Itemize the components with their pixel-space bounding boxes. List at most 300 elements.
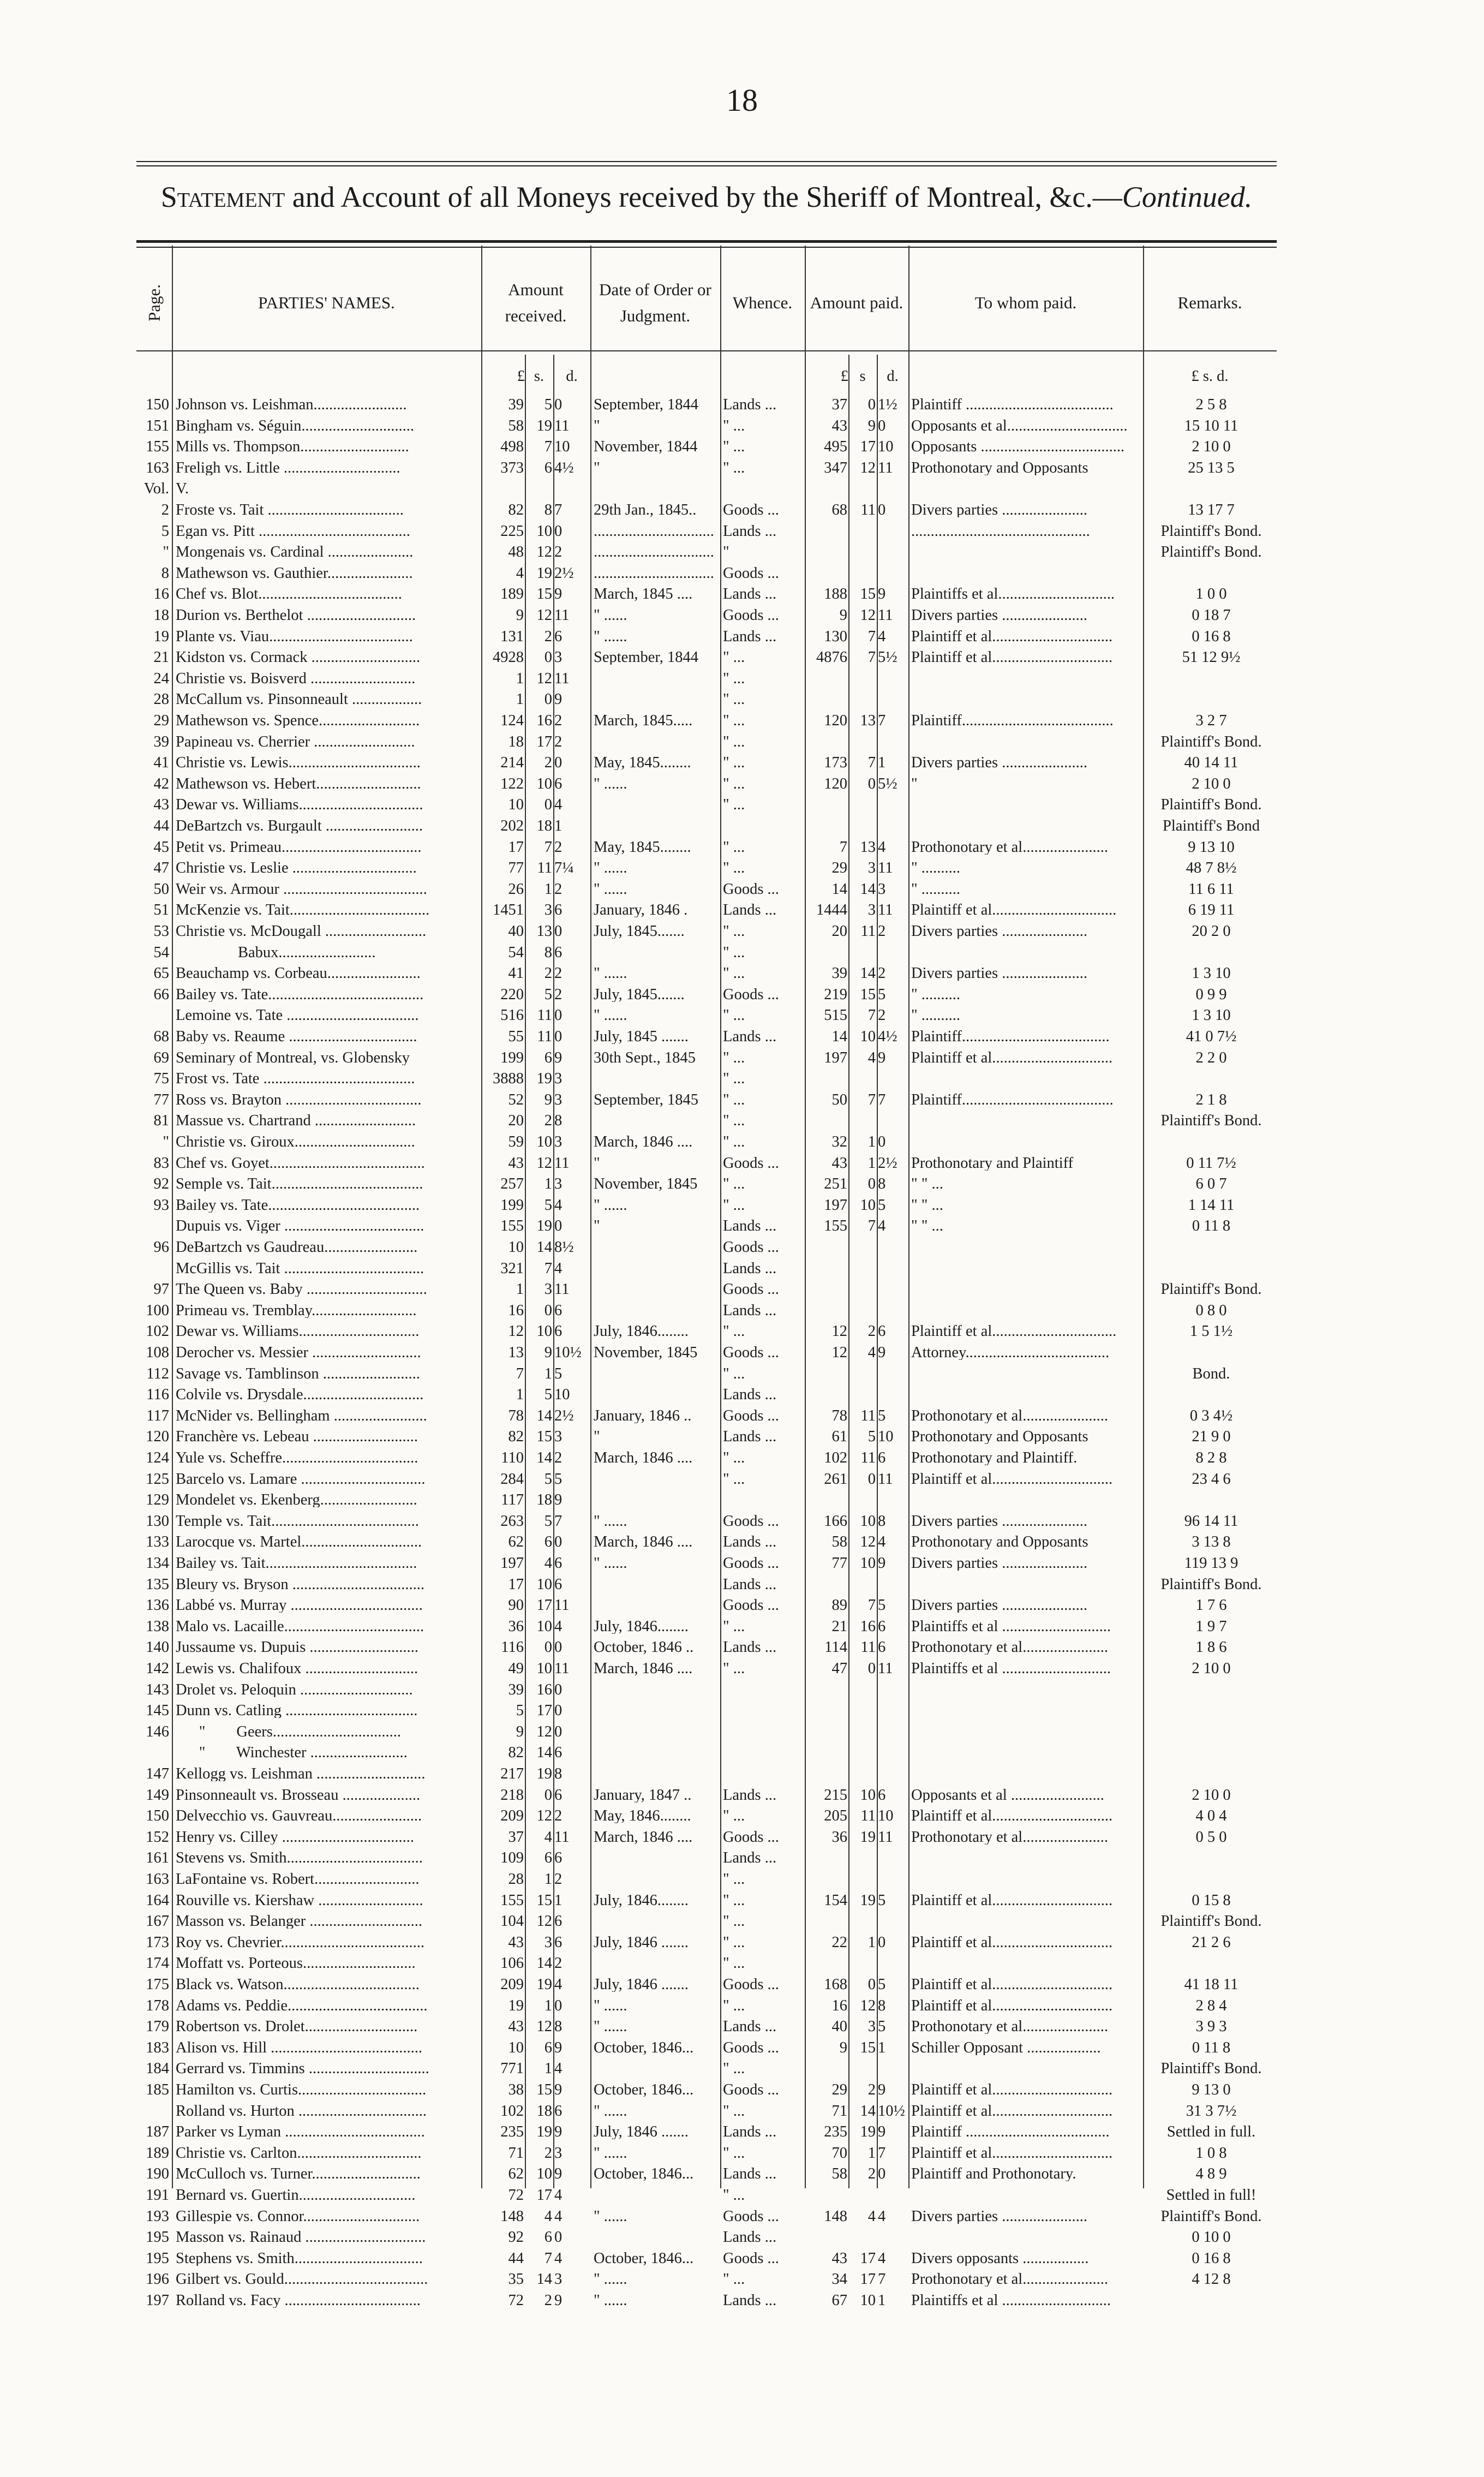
row-whence: " ... [723, 1956, 745, 1971]
row-to-whom [911, 1240, 1141, 1255]
row-whence: Lands ... [723, 397, 777, 412]
row-paid-shillings: 9 [867, 418, 876, 433]
row-page: 120 [146, 1429, 169, 1445]
row-whence: Lands ... [723, 523, 777, 539]
row-to-whom [911, 1387, 1141, 1402]
row-whence: " ... [723, 650, 745, 665]
row-received-pence: 2 [554, 713, 563, 728]
row-paid-pence [878, 1113, 907, 1128]
row-paid-shillings: 1 [867, 1135, 876, 1149]
row-whence: Lands ... [723, 1851, 777, 1866]
row-paid-pence: 5 [878, 987, 886, 1002]
row-to-whom: " " ... [911, 1219, 943, 1234]
row-page: 18 [153, 608, 169, 623]
row-received-pounds: 82 [508, 1429, 524, 1445]
row-paid-pence: 4 [878, 1219, 886, 1234]
row-page: 83 [153, 1155, 169, 1171]
row-remarks: 1 3 10 [1192, 966, 1231, 981]
row-date [594, 2061, 719, 2076]
row-parties: Lemoine vs. Tate .................................. [176, 1008, 419, 1023]
row-to-whom [911, 1366, 1141, 1381]
row-paid-pence [878, 1387, 907, 1402]
row-paid-pence: 5 [878, 1408, 886, 1423]
row-to-whom [911, 1303, 1141, 1318]
row-received-shillings: 17 [536, 2188, 552, 2203]
row-received-pence: 0 [554, 1535, 563, 1550]
row-remarks: 119 13 9 [1184, 1556, 1238, 1571]
row-to-whom [911, 566, 1141, 581]
row-parties: Franchère vs. Lebeau ........................... [176, 1429, 418, 1445]
row-received-pounds: 122 [500, 776, 524, 791]
row-page: 47 [153, 861, 169, 876]
row-paid-pence: 4 [878, 2209, 886, 2224]
title-rest: and Account of all Moneys received by the Sheriff of Montreal, &c.— [285, 181, 1122, 213]
row-received-pounds: 131 [500, 629, 524, 644]
row-paid-pounds: 9 [839, 2040, 847, 2055]
row-received-pence: 2 [554, 1451, 563, 1465]
row-received-pence: 6 [554, 1556, 563, 1571]
row-received-pounds: 17 [508, 1577, 524, 1592]
row-to-whom: Plaintiff et al............................... [911, 1893, 1113, 1908]
row-paid-shillings: 10 [860, 1556, 876, 1571]
row-paid-pence: 4½ [878, 1029, 897, 1044]
row-received-pounds: 16 [508, 1303, 524, 1318]
row-date: July, 1846 ....... [594, 2124, 689, 2140]
row-paid-pence: 4 [878, 839, 886, 855]
row-paid-pence: 2½ [878, 1155, 897, 1171]
row-paid-pounds [805, 524, 847, 539]
row-paid-pence: 9 [878, 1050, 886, 1065]
row-remarks: 20 2 0 [1192, 924, 1231, 939]
row-paid-shillings [848, 1872, 876, 1887]
row-date: July, 1846 ....... [594, 1977, 689, 1992]
row-received-pounds: 72 [508, 2188, 524, 2203]
row-received-pence: 0 [554, 1703, 563, 1718]
row-received-shillings: 18 [536, 2103, 552, 2118]
row-date: " [594, 1155, 600, 1171]
row-page: 152 [146, 1829, 169, 1845]
row-received-pounds: 117 [501, 1493, 524, 1508]
row-received-pence: 11 [554, 1598, 570, 1613]
row-to-whom [911, 945, 1141, 960]
row-paid-pounds: 43 [831, 2251, 847, 2266]
row-parties: Chef vs. Goyet........................................ [176, 1155, 425, 1171]
row-whence: " ... [723, 2188, 745, 2203]
row-remarks [1146, 1724, 1277, 1739]
row-page: 69 [153, 1050, 169, 1065]
row-received-pence: 3 [554, 2145, 563, 2160]
row-parties: Christie vs. Boisverd ........................... [176, 671, 416, 686]
row-paid-shillings [848, 1577, 876, 1592]
row-whence: Goods ... [723, 1556, 779, 1571]
row-parties: Lewis vs. Chalifoux ............................. [176, 1661, 418, 1676]
row-received-pence: 6 [554, 1303, 563, 1318]
row-paid-pounds [805, 819, 847, 833]
row-received-pounds: 82 [508, 1745, 524, 1760]
title-rule-thick [136, 240, 1277, 243]
row-paid-pounds [805, 945, 847, 960]
row-date [594, 1724, 719, 1739]
row-page: 116 [146, 1387, 169, 1402]
row-page: 150 [146, 397, 169, 412]
row-paid-pounds [805, 1071, 847, 1086]
row-page: Vol. [143, 481, 169, 497]
row-date: " ...... [594, 1556, 627, 1571]
row-paid-pounds: 61 [831, 1429, 847, 1445]
row-parties: Yule vs. Scheffre................................... [176, 1451, 418, 1465]
row-paid-pounds [805, 1493, 847, 1507]
row-parties: Delvecchio vs. Gauvreau....................... [176, 1808, 422, 1824]
row-received-shillings: 6 [544, 460, 552, 475]
row-received-pence: 3 [554, 1135, 563, 1149]
row-paid-pence: 6 [878, 1451, 886, 1465]
row-date: " ...... [594, 2209, 627, 2224]
row-received-pounds: 39 [508, 1682, 524, 1697]
row-received-pounds: 40 [508, 924, 524, 939]
row-date: ............................... [594, 523, 714, 539]
row-received-pence: 1 [554, 1893, 563, 1908]
row-to-whom [911, 1766, 1141, 1781]
row-date [594, 1914, 719, 1929]
row-paid-shillings: 14 [860, 2103, 876, 2118]
row-paid-shillings: 4 [867, 1050, 876, 1065]
row-received-shillings: 7 [544, 1261, 552, 1276]
row-parties: Froste vs. Tait ................................... [176, 503, 404, 517]
row-received-pence: 2 [554, 1872, 563, 1887]
row-received-pence: 11 [554, 1282, 570, 1297]
row-page: 147 [146, 1766, 169, 1781]
row-date: September, 1844 [594, 397, 698, 412]
row-remarks: 2 8 4 [1195, 1998, 1227, 2013]
row-parties: Gilbert vs. Gould..................................... [176, 2272, 428, 2287]
row-paid-shillings: 14 [860, 881, 876, 897]
row-received-pence: 6 [554, 945, 563, 960]
row-received-pence: 11 [554, 671, 570, 686]
row-parties: Primeau vs. Tremblay........................... [176, 1303, 417, 1318]
row-parties: McKenzie vs. Tait.................................... [176, 903, 430, 918]
row-to-whom [911, 1703, 1141, 1718]
row-whence: Lands ... [723, 1535, 777, 1550]
row-received-pence: 2 [554, 734, 563, 749]
row-received-shillings: 12 [536, 1914, 552, 1929]
row-paid-pounds: 148 [824, 2209, 847, 2224]
row-page: 93 [153, 1197, 169, 1213]
row-received-pence: 6 [554, 1851, 563, 1866]
row-date: " ...... [594, 776, 627, 791]
row-remarks: 21 2 6 [1192, 1935, 1231, 1950]
row-date: " ...... [594, 2293, 627, 2308]
row-date: 29th Jan., 1845.. [594, 503, 697, 517]
row-paid-shillings: 11 [860, 503, 876, 517]
row-paid-pounds: 215 [824, 1787, 847, 1802]
row-received-pounds: 43 [508, 1935, 524, 1950]
row-paid-shillings: 10 [860, 1197, 876, 1213]
row-to-whom: " " ... [911, 1177, 943, 1192]
row-whence: " ... [723, 460, 745, 475]
row-received-shillings: 0 [544, 797, 552, 813]
row-parties: Masson vs. Rainaud ............................... [176, 2230, 426, 2245]
row-remarks: 3 2 7 [1195, 713, 1227, 728]
row-received-pounds: 771 [500, 2061, 524, 2076]
row-received-pounds: 72 [508, 2293, 524, 2308]
row-received-pence: 2 [554, 966, 563, 981]
row-whence: " ... [723, 1071, 745, 1087]
row-paid-pounds [805, 2061, 847, 2076]
row-received-pence: 9 [554, 2293, 563, 2308]
row-received-pence: 11 [554, 1155, 570, 1171]
row-received-shillings: 3 [544, 1935, 552, 1950]
row-whence: " ... [723, 924, 745, 939]
row-paid-pounds [805, 1703, 847, 1718]
row-parties: Hamilton vs. Curtis................................. [176, 2082, 427, 2097]
row-page: 19 [153, 629, 169, 644]
row-date: September, 1844 [594, 650, 698, 665]
row-to-whom [911, 692, 1141, 707]
row-remarks: 96 14 11 [1184, 1513, 1238, 1529]
row-to-whom: Plaintiff and Prothonotary. [911, 2166, 1076, 2182]
row-received-shillings: 12 [536, 671, 552, 686]
row-to-whom: Schiller Opposant ................... [911, 2040, 1101, 2055]
row-paid-shillings: 3 [867, 2019, 876, 2034]
row-parties: Rouville vs. Kiershaw ........................... [176, 1893, 423, 1908]
row-paid-pounds: 43 [831, 1155, 847, 1171]
row-paid-pounds: 43 [831, 418, 847, 433]
row-received-pounds: 43 [508, 1155, 524, 1171]
row-date: " ...... [594, 1008, 627, 1023]
row-whence [723, 1724, 804, 1739]
row-page: 124 [146, 1451, 169, 1465]
row-parties: Temple vs. Tait...................................... [176, 1513, 419, 1529]
row-received-pounds: 10 [508, 2040, 524, 2055]
row-whence: " ... [723, 1914, 745, 1929]
row-page: 163 [146, 460, 169, 475]
row-received-shillings: 19 [536, 565, 552, 581]
row-to-whom: Plaintiff et al................................ [911, 1324, 1117, 1339]
row-received-shillings: 1 [544, 1366, 552, 1381]
row-paid-shillings: 10 [860, 2293, 876, 2308]
row-paid-pence [878, 1577, 907, 1592]
row-to-whom: Plaintiff et al............................... [911, 1471, 1113, 1487]
row-paid-pence: 11 [878, 1661, 893, 1676]
row-paid-pence: 5 [878, 1197, 886, 1213]
row-to-whom: Divers parties ...................... [911, 503, 1087, 517]
row-received-shillings: 6 [544, 1851, 552, 1866]
row-paid-pounds: 219 [824, 987, 847, 1002]
row-page: 41 [153, 755, 169, 771]
row-to-whom [911, 1956, 1141, 1971]
row-remarks: 25 13 5 [1188, 460, 1235, 475]
row-whence: " ... [723, 1619, 745, 1634]
unit-received-pounds: £ [517, 369, 525, 384]
row-to-whom [911, 1872, 1141, 1887]
row-received-pence: 9 [554, 2040, 563, 2055]
row-parties: Petit vs. Primeau.................................... [176, 839, 422, 855]
row-paid-shillings: 15 [860, 2040, 876, 2055]
row-parties: Kidston vs. Cormack ............................ [176, 650, 421, 665]
row-received-pounds: 17 [508, 839, 524, 855]
row-paid-shillings [848, 2230, 876, 2245]
row-received-pence: 11 [554, 1661, 570, 1676]
row-date [594, 1598, 719, 1613]
row-paid-shillings: 10 [860, 1787, 876, 1802]
row-received-shillings: 19 [536, 2124, 552, 2140]
row-paid-pence: 5½ [878, 650, 897, 665]
row-to-whom: Plaintiff et al............................... [911, 2103, 1113, 2118]
row-paid-pence: 11 [878, 1471, 893, 1487]
row-paid-shillings: 16 [860, 1619, 876, 1634]
row-remarks [1146, 1851, 1277, 1865]
row-to-whom: Opposants ..................................... [911, 439, 1125, 455]
row-to-whom: Divers parties ...................... [911, 924, 1087, 939]
row-to-whom: Prothonotary and Opposants [911, 460, 1088, 475]
row-whence [723, 1745, 804, 1760]
row-paid-pounds: 188 [824, 587, 847, 602]
row-received-pounds: 106 [500, 1956, 524, 1971]
row-received-pounds: 52 [508, 1092, 524, 1107]
row-date: March, 1846 .... [594, 1829, 693, 1845]
row-to-whom [911, 545, 1141, 559]
row-paid-pounds: 120 [824, 713, 847, 728]
row-page: 81 [153, 1113, 169, 1129]
row-received-pounds: 10 [508, 1240, 524, 1255]
row-received-pounds: 257 [500, 1177, 524, 1192]
row-to-whom: Divers parties ...................... [911, 1513, 1087, 1529]
row-paid-pounds: 34 [831, 2272, 847, 2287]
row-to-whom: Prothonotary and Plaintiff. [911, 1451, 1078, 1465]
row-paid-pence: 4 [878, 2251, 886, 2266]
row-page: 65 [153, 966, 169, 981]
row-paid-pence: 0 [878, 1935, 886, 1950]
row-received-pounds: 44 [508, 2251, 524, 2266]
row-paid-shillings [848, 1366, 876, 1381]
row-date: July, 1845....... [594, 987, 685, 1002]
row-received-pence: 11 [554, 418, 570, 433]
row-remarks: 0 16 8 [1192, 629, 1231, 644]
row-received-shillings: 10 [536, 1619, 552, 1634]
row-date [594, 1113, 719, 1128]
row-paid-shillings: 17 [860, 2251, 876, 2266]
row-remarks: Plaintiff's Bond. [1160, 523, 1262, 539]
row-to-whom: .............................................. [911, 523, 1090, 539]
row-remarks: 2 5 8 [1195, 397, 1227, 412]
row-received-shillings: 8 [544, 503, 552, 517]
row-parties: Gerrard vs. Timmins ............................... [176, 2061, 429, 2076]
row-received-pounds [481, 481, 524, 496]
row-page: 161 [146, 1851, 169, 1866]
row-paid-pence [878, 1493, 907, 1507]
row-remarks: 2 2 0 [1195, 1050, 1227, 1065]
row-paid-shillings: 11 [860, 1408, 876, 1423]
row-whence: " ... [723, 797, 745, 813]
row-to-whom [911, 1851, 1141, 1865]
row-parties: Robertson vs. Drolet............................. [176, 2019, 418, 2034]
row-parties: McCulloch vs. Turner............................ [176, 2166, 421, 2182]
row-received-shillings: 7 [544, 439, 552, 455]
row-whence: Goods ... [723, 1977, 779, 1992]
row-to-whom: Prothonotary et al...................... [911, 2019, 1108, 2034]
row-parties: Ross vs. Brayton ................................... [176, 1092, 422, 1107]
row-paid-shillings: 1 [867, 2145, 876, 2160]
row-remarks: Plaintiff's Bond. [1160, 1577, 1262, 1592]
row-to-whom [911, 797, 1141, 812]
row-date [594, 945, 719, 960]
row-date [594, 1472, 719, 1487]
row-page: 136 [146, 1598, 169, 1613]
row-parties: Dunn vs. Catling .................................. [176, 1703, 418, 1718]
row-received-pounds: 3888 [493, 1071, 524, 1087]
row-parties: Kellogg vs. Leishman ............................ [176, 1766, 426, 1781]
row-paid-pence: 0 [878, 2166, 886, 2182]
row-paid-pounds: 347 [824, 460, 847, 475]
row-whence: " ... [723, 776, 745, 791]
row-received-shillings: 16 [536, 1682, 552, 1697]
row-remarks [1146, 1956, 1277, 1971]
row-received-pence: 4 [554, 2209, 563, 2224]
row-paid-pounds: 7 [839, 839, 847, 855]
row-received-pence: 10 [554, 1387, 570, 1402]
row-paid-pounds [805, 545, 847, 559]
row-date: " ...... [594, 2145, 627, 2160]
row-paid-pence: 8 [878, 1998, 886, 2013]
row-date: " ...... [594, 966, 627, 981]
row-remarks [1146, 1387, 1277, 1402]
row-whence: " ... [723, 839, 745, 855]
row-remarks [1146, 1682, 1277, 1697]
row-remarks [1146, 692, 1277, 707]
row-whence: Lands ... [723, 2230, 777, 2245]
row-received-pounds: 92 [508, 2230, 524, 2245]
row-page: 189 [146, 2145, 169, 2160]
row-paid-shillings: 7 [867, 1219, 876, 1234]
row-parties: Bailey vs. Tate........................................ [176, 987, 424, 1002]
row-received-shillings: 15 [536, 587, 552, 602]
row-date: January, 1847 .. [594, 1787, 692, 1802]
row-date: March, 1846 .... [594, 1451, 693, 1465]
row-whence: Lands ... [723, 1303, 777, 1318]
row-date [594, 797, 719, 812]
row-received-pence: 6 [554, 2103, 563, 2118]
row-to-whom [911, 2061, 1141, 2076]
row-parties: Colvile vs. Drysdale............................... [176, 1387, 424, 1402]
row-received-pounds: 102 [500, 2103, 524, 2118]
row-parties: Christie vs. Carlton................................ [176, 2145, 422, 2160]
row-received-shillings: 5 [544, 397, 552, 412]
row-received-shillings: 7 [544, 2251, 552, 2266]
row-paid-shillings: 11 [860, 924, 876, 939]
row-paid-pounds: 9 [839, 608, 847, 623]
row-received-shillings: 10 [536, 1324, 552, 1339]
row-remarks [1146, 1261, 1277, 1276]
row-paid-pounds: 50 [831, 1092, 847, 1107]
row-received-shillings: 6 [544, 1050, 552, 1065]
row-received-pence: 8½ [554, 1240, 574, 1255]
row-received-pounds: 116 [501, 1640, 524, 1655]
row-paid-shillings: 12 [860, 1998, 876, 2013]
row-paid-pence: 9 [878, 2124, 886, 2140]
row-to-whom: Divers parties ...................... [911, 966, 1087, 981]
row-remarks: Plaintiff's Bond. [1160, 734, 1262, 749]
row-paid-shillings: 1 [867, 1935, 876, 1950]
row-received-pounds: 197 [500, 1556, 524, 1571]
row-received-shillings: 10 [536, 776, 552, 791]
row-paid-pounds: 154 [824, 1893, 847, 1908]
row-page: 184 [146, 2061, 169, 2076]
row-paid-pence: 6 [878, 1324, 886, 1339]
row-to-whom: Plaintiff....................................... [911, 713, 1114, 728]
row-to-whom: Prothonotary et al...................... [911, 839, 1108, 855]
row-page [136, 1219, 169, 1233]
row-date: " ...... [594, 2272, 627, 2287]
